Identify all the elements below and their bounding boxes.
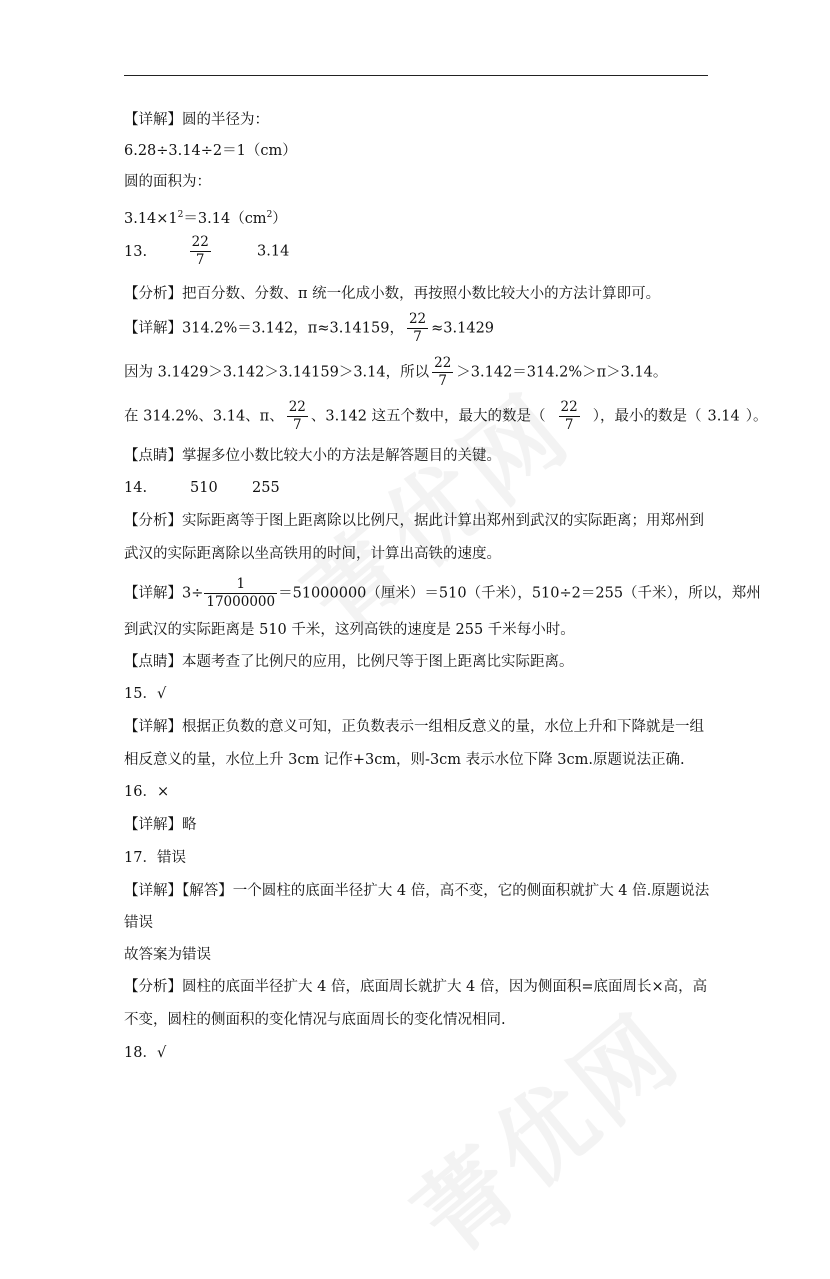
analysis-14-line1: 【分析】实际距离等于图上距离除以比例尺，据此计算出郑州到武汉的实际距离；用郑州到 xyxy=(124,513,704,529)
area-calculation: $3.14\times 1^2=3.14(cm^2)$ xyxy=(124,210,287,227)
analysis-17-line1: 【分析】圆柱的底面半径扩大 4 倍，底面周长就扩大 4 倍，因为侧面积=底面周长×高，高 xyxy=(124,979,708,995)
detail-14-line2: 到武汉的实际距离是 510 千米，这列高铁的速度是 255 千米每小时。 xyxy=(124,622,575,638)
question-13-answer: 13. $\frac{22}{7}$ 3.14 xyxy=(124,234,290,268)
area-heading: 圆的面积为： xyxy=(124,174,211,190)
key-point-14: 【点睛】本题考查了比例尺的应用，比例尺等于图上距离比实际距离。 xyxy=(124,654,574,670)
fraction-22-7: $\frac{22}{7}$ xyxy=(191,234,209,268)
detail-17-line2: 错误 xyxy=(124,915,153,931)
detail-17-line1: 【详解】【解答】一个圆柱的底面半径扩大 4 倍，高不变，它的侧面积就扩大 4 倍.原题说法 xyxy=(124,883,710,899)
detail-16: 【详解】略 xyxy=(124,817,197,833)
detail-15-line1: 【详解】根据正负数的意义可知，正负数表示一组相反意义的量，水位上升和下降就是一组 xyxy=(124,719,704,735)
comparison-13: 因为 3.1429＞3.142＞3.14159＞3.14，所以 $\frac{22}{7}$ ＞3.142＝314.2%＞π＞3.14。 xyxy=(124,355,668,389)
answer-17: 故答案为错误 xyxy=(124,947,211,963)
conclusion-13: 在 314.2%、3.14、π、 $\frac{22}{7}$ 、3.142 这五个数中，最大的数是（ $\frac{22}{7}$ ），最小的数是（ 3.14 ）。 xyxy=(124,399,768,433)
question-18-answer: 18．√ xyxy=(124,1045,167,1061)
radius-calculation: 6.28÷3.14÷2＝1（cm） xyxy=(124,143,297,159)
detail-14-line1: 【详解】3÷ $\frac{1}{17000000}$ ＝51000000（厘米）＝510（千米），510÷2＝255（千米），所以，郑州 xyxy=(124,576,761,610)
detail-radius-heading: 【详解】圆的半径为： xyxy=(124,112,269,128)
question-number: 13. xyxy=(124,243,148,260)
question-15-answer: 15．√ xyxy=(124,686,167,702)
analysis-17-line2: 不变，圆柱的侧面积的变化情况与底面周长的变化情况相同. xyxy=(124,1012,506,1028)
question-17-answer: 17．错误 xyxy=(124,850,186,866)
detail-13: 【详解】314.2%＝3.142，π≈3.14159， $\frac{22}{7}$ ≈3.1429 xyxy=(124,311,495,345)
analysis-13: 【分析】把百分数、分数、π 统一化成小数，再按照小数比较大小的方法计算即可。 xyxy=(124,286,661,302)
question-14-answer: 14. 510 255 xyxy=(124,480,280,496)
detail-15-line2: 相反意义的量，水位上升 3cm 记作+3cm，则-3cm 表示水位下降 3cm.原题说法正确. xyxy=(124,752,685,768)
key-point-13: 【点睛】掌握多位小数比较大小的方法是解答题目的关键。 xyxy=(124,448,501,464)
analysis-14-line2: 武汉的实际距离除以坐高铁用的时间，计算出高铁的速度。 xyxy=(124,546,501,562)
question-16-answer: 16．× xyxy=(124,784,170,800)
header-rule xyxy=(124,75,708,76)
